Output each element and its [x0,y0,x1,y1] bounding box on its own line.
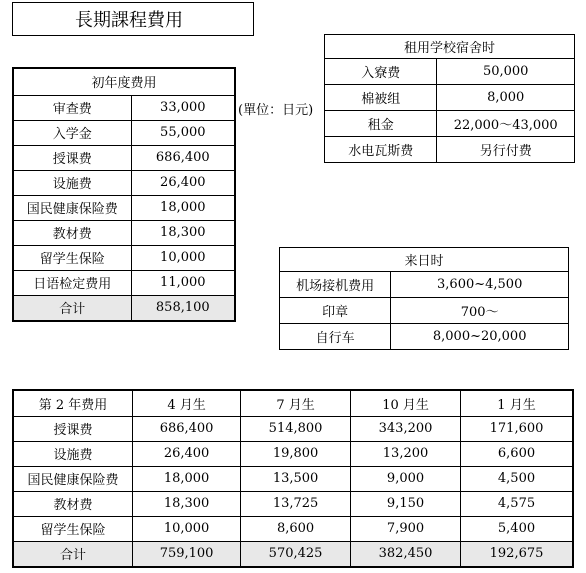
dorm-fee-table [324,34,575,163]
fee-amount: 13,200 [351,441,461,466]
fee-amount: 343,200 [351,416,461,441]
column-header: 1 月生 [461,390,573,416]
table-row [280,298,569,324]
total-amount: 570,425 [241,541,351,567]
unit-note: (單位：日元) [238,103,314,118]
total-label: 合计 [13,541,133,567]
total-row [13,295,235,321]
table-row [13,270,235,295]
table-row [325,137,575,163]
table-row [13,491,573,516]
fee-item-label: 棉被组 [325,85,437,111]
total-amount: 192,675 [461,541,573,567]
fee-amount: 8,600 [241,516,351,541]
table-row [13,441,573,466]
table-row [13,466,573,491]
table-row [13,416,573,441]
fee-amount: 4,500 [461,466,573,491]
fee-item-label: 国民健康保险费 [13,195,131,220]
fee-amount: 10,000 [131,245,235,270]
fee-item-label: 设施费 [13,170,131,195]
table-row [13,145,235,170]
fee-amount: 18,000 [131,195,235,220]
table-row [325,59,575,85]
fee-amount: 8,000 [437,85,575,111]
column-header: 7 月生 [241,390,351,416]
document-title [12,2,254,36]
fee-item-label: 国民健康保险费 [13,466,133,491]
total-row [13,541,573,567]
fee-amount: 11,000 [131,270,235,295]
fee-amount: 33,000 [131,95,235,120]
total-amount: 382,450 [351,541,461,567]
fee-amount: 8,000~20,000 [391,324,569,350]
fee-item-label: 教材费 [13,220,131,245]
second-year-fee-table [12,389,574,568]
fee-item-label: 租金 [325,111,437,137]
table-row [13,95,235,120]
table-row [13,220,235,245]
table-row [280,272,569,298]
fee-amount: 13,725 [241,491,351,516]
fee-amount: 18,000 [133,466,241,491]
fee-amount: 13,500 [241,466,351,491]
fee-amount: 26,400 [131,170,235,195]
column-header: 10 月生 [351,390,461,416]
fee-item-label: 机场接机费用 [280,272,391,298]
fee-amount: 686,400 [131,145,235,170]
table-row [13,120,235,145]
total-amount: 858,100 [131,295,235,321]
fee-item-label: 自行车 [280,324,391,350]
arrival-fee-table [279,247,569,350]
table-row [13,245,235,270]
table-row [13,170,235,195]
fee-amount: 7,900 [351,516,461,541]
first-year-fee-table [12,67,236,322]
total-amount: 759,100 [133,541,241,567]
fee-amount: 6,600 [461,441,573,466]
total-label: 合计 [13,295,131,321]
table-row [280,324,569,350]
fee-item-label: 入学金 [13,120,131,145]
fee-amount: 5,400 [461,516,573,541]
fee-amount: 514,800 [241,416,351,441]
first-year-header: 初年度费用 [13,68,235,95]
fee-amount: 19,800 [241,441,351,466]
fee-item-label: 留学生保险 [13,516,133,541]
fee-amount: 18,300 [133,491,241,516]
fee-item-label: 印章 [280,298,391,324]
header-row [13,390,573,416]
fee-item-label: 授课费 [13,416,133,441]
fee-amount: 另行付费 [437,137,575,163]
fee-amount: 26,400 [133,441,241,466]
fee-item-label: 留学生保险 [13,245,131,270]
fee-amount: 700～ [391,298,569,324]
fee-amount: 9,150 [351,491,461,516]
arrival-header: 来日时 [280,248,569,272]
table-row [13,195,235,220]
fee-item-label: 授课费 [13,145,131,170]
fee-amount: 9,000 [351,466,461,491]
fee-amount: 22,000～43,000 [437,111,575,137]
fee-item-label: 审查费 [13,95,131,120]
fee-amount: 3,600~4,500 [391,272,569,298]
table-row [325,111,575,137]
document-title-text: 長期課程費用 [75,10,183,31]
fee-amount: 18,300 [131,220,235,245]
fee-item-label: 教材费 [13,491,133,516]
fee-amount: 10,000 [133,516,241,541]
fee-item-label: 入寮费 [325,59,437,85]
fee-item-label: 水电瓦斯费 [325,137,437,163]
fee-amount: 4,575 [461,491,573,516]
fee-item-label: 设施费 [13,441,133,466]
column-header: 第 2 年费用 [13,390,133,416]
fee-amount: 171,600 [461,416,573,441]
column-header: 4 月生 [133,390,241,416]
table-row [325,85,575,111]
fee-item-label: 日语检定费用 [13,270,131,295]
fee-amount: 686,400 [133,416,241,441]
dorm-header: 租用学校宿舍时 [325,35,575,59]
fee-amount: 50,000 [437,59,575,85]
table-row [13,516,573,541]
fee-amount: 55,000 [131,120,235,145]
